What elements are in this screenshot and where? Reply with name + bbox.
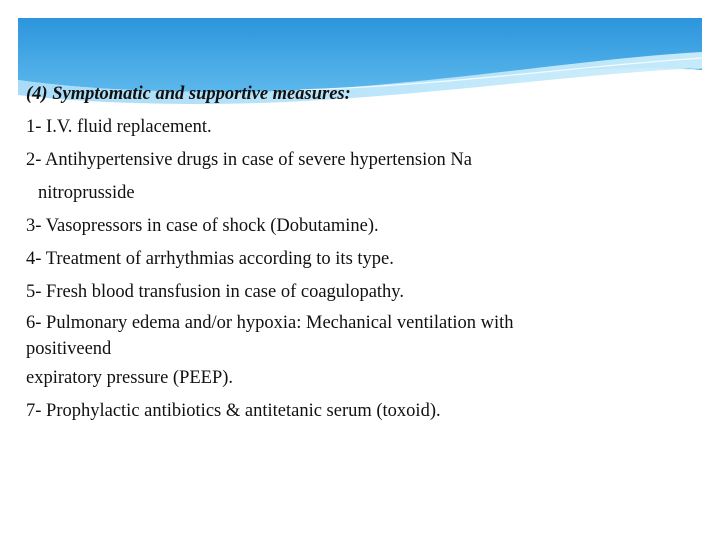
list-item: 6- Pulmonary edema and/or hypoxia: Mechanical ventilation with: [26, 313, 514, 333]
list-item-continuation: positiveend: [26, 339, 112, 359]
list-item: 1- I.V. fluid replacement.: [26, 117, 212, 137]
list-item: 2- Antihypertensive drugs in case of severe hypertension Na: [26, 150, 472, 170]
list-item-continuation: nitroprusside: [38, 183, 135, 203]
section-heading: (4) Symptomatic and supportive measures:: [26, 84, 351, 104]
list-item: 3- Vasopressors in case of shock (Dobutamine).: [26, 216, 379, 236]
list-item: 7- Prophylactic antibiotics & antitetanic serum (toxoid).: [26, 401, 441, 421]
slide-content: [26, 78, 706, 428]
list-item-continuation: expiratory pressure (PEEP).: [26, 368, 234, 388]
list-item: 5- Fresh blood transfusion in case of coagulopathy.: [26, 282, 404, 302]
list-item: 4- Treatment of arrhythmias according to its type.: [26, 249, 394, 269]
